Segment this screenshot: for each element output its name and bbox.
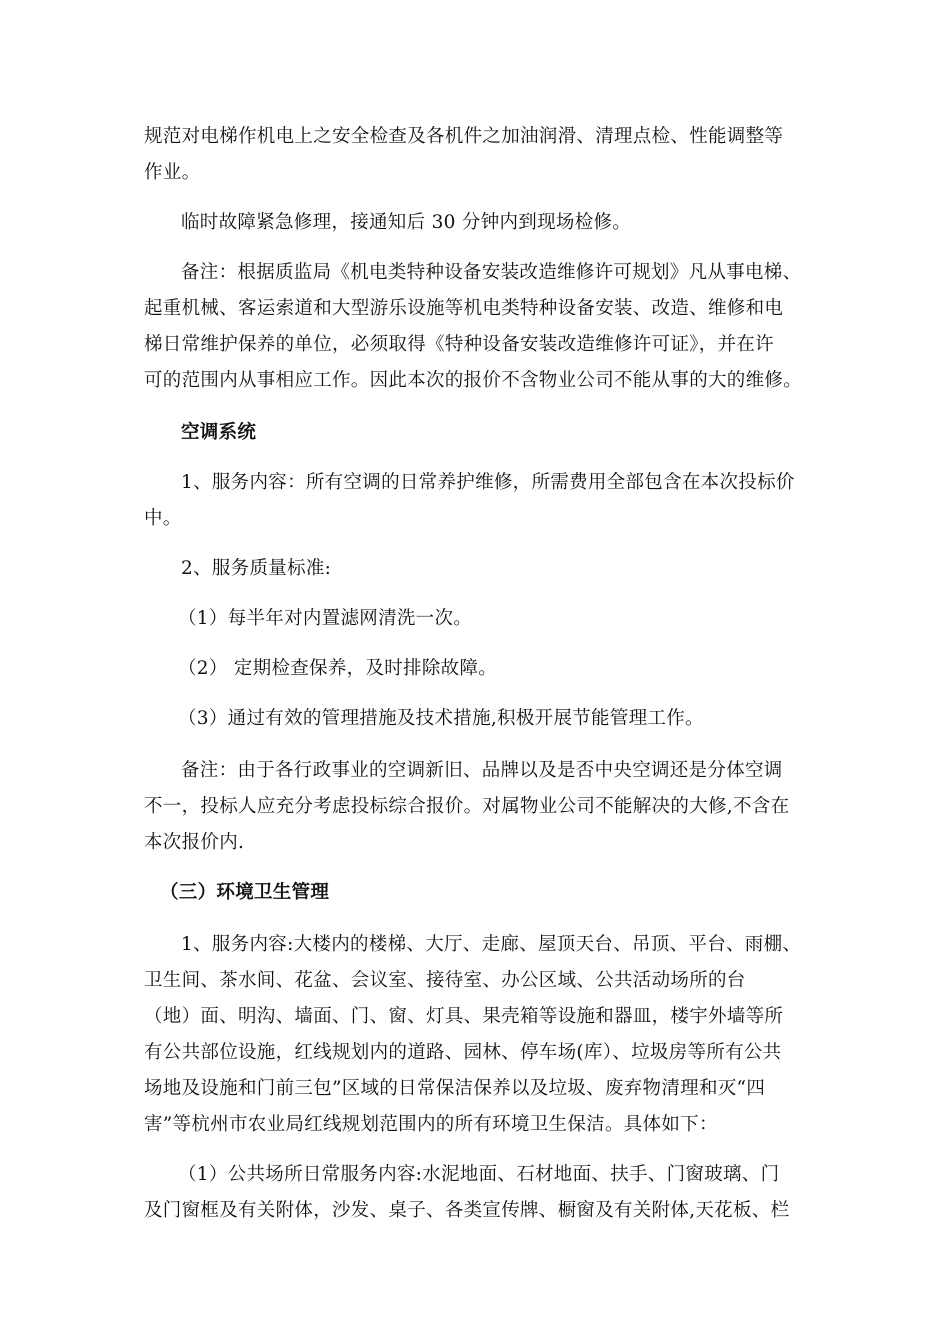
paragraph-line: 有公共部位设施，红线规划内的道路、园林、停车场(库）、垃圾房等所有公共	[144, 1042, 782, 1063]
list-item: （2） 定期检查保养，及时排除故障。	[178, 658, 498, 679]
paragraph-line: 临时故障紧急修理，接通知后 30 分钟内到现场检修。	[181, 212, 632, 233]
paragraph-line: 本次报价内.	[144, 832, 245, 853]
paragraph-line: 可的范围内从事相应工作。因此本次的报价不含物业公司不能从事的大的维修。	[144, 370, 803, 391]
paragraph-line: 备注：由于各行政事业的空调新旧、品牌以及是否中央空调还是分体空调	[181, 760, 783, 781]
paragraph-line: （1）公共场所日常服务内容:水泥地面、石材地面、扶手、门窗玻璃、门	[178, 1164, 780, 1185]
list-item: （3）通过有效的管理措施及技术措施,积极开展节能管理工作。	[178, 708, 704, 729]
paragraph-line: 中。	[144, 508, 182, 529]
paragraph-line: 及门窗框及有关附体，沙发、桌子、各类宣传牌、橱窗及有关附体,天花板、栏	[144, 1200, 790, 1221]
paragraph-line: 不一，投标人应充分考虑投标综合报价。对属物业公司不能解决的大修,不含在	[144, 796, 790, 817]
paragraph-line: 作业。	[144, 162, 201, 183]
paragraph-line: 起重机械、客运索道和大型游乐设施等机电类特种设备安装、改造、维修和电	[144, 298, 784, 319]
paragraph-line: 备注：根据质监局《机电类特种设备安装改造维修许可规划》凡从事电梯、	[181, 262, 802, 283]
paragraph-line: 梯日常维护保养的单位，必须取得《特种设备安装改造维修许可证》，并在许	[144, 334, 774, 355]
list-item: （1）每半年对内置滤网清洗一次。	[178, 608, 473, 629]
paragraph-line: 2、服务质量标准:	[181, 558, 332, 579]
paragraph-line: 卫生间、茶水间、花盆、会议室、接待室、办公区域、公共活动场所的台	[144, 970, 746, 991]
paragraph-line: 1、服务内容：所有空调的日常养护维修，所需费用全部包含在本次投标价	[181, 472, 795, 493]
paragraph-line: 1、服务内容:大楼内的楼梯、大厅、走廊、屋顶天台、吊顶、平台、雨棚、	[181, 934, 802, 955]
paragraph-line: 害”等杭州市农业局红线规划范围内的所有环境卫生保洁。具体如下：	[144, 1114, 718, 1135]
paragraph-line: 规范对电梯作机电上之安全检查及各机件之加油润滑、清理点检、性能调整等	[144, 126, 784, 147]
paragraph-line: 场地及设施和门前三包”区域的日常保洁保养以及垃圾、废弃物清理和灭“四	[144, 1078, 766, 1099]
paragraph-line: （地）面、明沟、墙面、门、窗、灯具、果壳箱等设施和器皿，楼宇外墙等所	[144, 1006, 784, 1027]
section-heading: 空调系统	[181, 422, 257, 443]
section-heading: （三）环境卫生管理	[160, 882, 330, 903]
